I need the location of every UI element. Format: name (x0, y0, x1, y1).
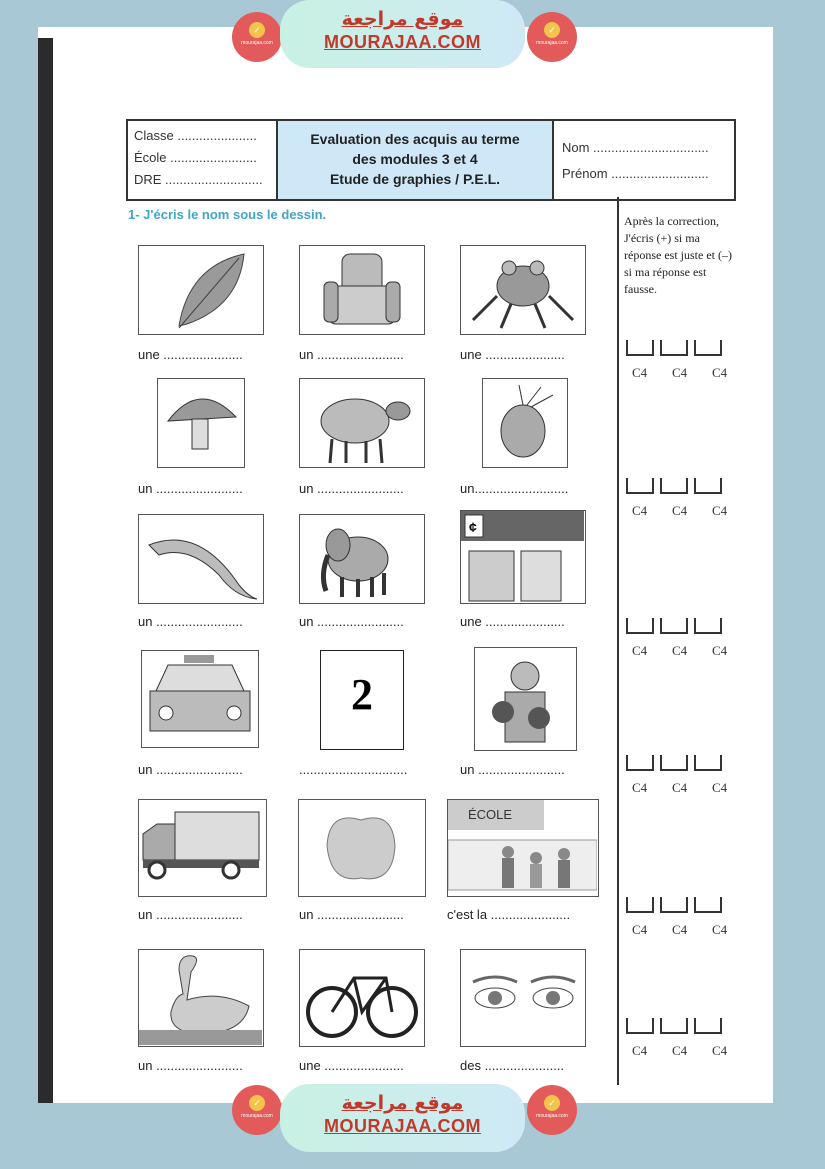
picture-truck (138, 799, 267, 897)
answer-line[interactable]: un ........................ (138, 481, 243, 496)
ecole-field: École ........................ (134, 150, 257, 165)
answer-line[interactable]: c'est la ...................... (447, 907, 571, 922)
logo-icon: ✓ (544, 1095, 560, 1111)
check-boxes[interactable]: C4 C4 C4 (626, 618, 746, 659)
banner-arabic: موقع مراجعة (341, 1092, 464, 1114)
logo-icon: ✓ (249, 1095, 265, 1111)
picture-elephant (299, 514, 425, 604)
answer-line[interactable]: une ...................... (299, 1058, 404, 1073)
pharmacy-icon (461, 511, 584, 602)
answer-line[interactable]: un ........................ (138, 762, 243, 777)
answer-line[interactable]: un ........................ (299, 907, 404, 922)
check-boxes[interactable]: C4 C4 C4 (626, 897, 746, 938)
logo-icon: ✓ (544, 22, 560, 38)
banner-latin: MOURAJAA.COM (324, 1116, 481, 1136)
answer-line[interactable]: un ........................ (299, 347, 404, 362)
boxer-icon (475, 648, 575, 749)
picture-frog (460, 245, 586, 335)
svg-text:¢: ¢ (469, 519, 477, 535)
answer-line[interactable]: .............................. (299, 762, 408, 777)
logo-icon: ✓ (249, 22, 265, 38)
dolphin-icon (139, 515, 262, 602)
armchair-icon (300, 246, 423, 333)
picture-duck (138, 949, 264, 1047)
apple-icon (299, 800, 424, 895)
elephant-icon (300, 515, 423, 602)
header-table (126, 119, 736, 201)
onion-icon (483, 379, 566, 466)
duck-icon (139, 950, 262, 1045)
picture-apple (298, 799, 426, 897)
picture-dolphin (138, 514, 264, 604)
car-icon (142, 651, 257, 746)
school-children-icon (448, 830, 597, 895)
school-sign: ÉCOLE (448, 800, 544, 830)
header-right (554, 121, 734, 199)
picture-leaf (138, 245, 264, 335)
answer-line[interactable]: un ........................ (138, 614, 243, 629)
answer-line[interactable]: un ........................ (299, 481, 404, 496)
column-divider (617, 197, 619, 1085)
bottom-banner[interactable] (280, 1084, 525, 1152)
answer-line[interactable]: un ........................ (138, 1058, 243, 1073)
check-boxes[interactable]: C4 C4 C4 (626, 340, 746, 381)
bicycle-icon (300, 950, 423, 1045)
check-boxes[interactable]: C4 C4 C4 (626, 478, 746, 519)
sheep-icon (300, 379, 423, 466)
picture-school (447, 799, 599, 897)
classe-field: Classe ...................... (134, 128, 257, 143)
eyes-icon (461, 950, 584, 1045)
picture-pharmacy (460, 510, 586, 604)
picture-mushroom (157, 378, 245, 468)
picture-sheep (299, 378, 425, 468)
check-boxes[interactable]: C4 C4 C4 (626, 1018, 746, 1059)
picture-number (320, 650, 404, 750)
answer-line[interactable]: un ........................ (460, 762, 565, 777)
answer-line[interactable]: une ...................... (460, 614, 565, 629)
picture-taxi (141, 650, 259, 748)
logo-badge-right-top: ✓ mourajaa.com (527, 12, 577, 62)
picture-boxer (474, 647, 577, 751)
logo-badge-left-bottom: ✓ mourajaa.com (232, 1085, 282, 1135)
answer-line[interactable]: un ........................ (138, 907, 243, 922)
picture-onion (482, 378, 568, 468)
header-left (128, 121, 278, 199)
question-title: 1- J'écris le nom sous le dessin. (128, 207, 327, 222)
answer-line[interactable]: une ...................... (138, 347, 243, 362)
picture-bicycle (299, 949, 425, 1047)
correction-note: Après la correction, J'écris (+) si ma réponse est juste et (–) si ma réponse est fausse. (624, 214, 732, 296)
header-title: Evaluation des acquis au terme des modules 3 et 4 Etude de graphies / P.E.L. (278, 121, 554, 199)
answer-line[interactable]: des ...................... (460, 1058, 565, 1073)
picture-eyes (460, 949, 586, 1047)
leaf-icon (139, 246, 262, 333)
frog-icon (461, 246, 584, 333)
truck-icon (139, 800, 265, 895)
answer-line[interactable]: une ...................... (460, 347, 565, 362)
banner-latin: MOURAJAA.COM (324, 32, 481, 52)
answer-line[interactable]: un.......................... (460, 481, 569, 496)
banner-arabic: موقع مراجعة (341, 8, 464, 30)
logo-badge-left-top: ✓ mourajaa.com (232, 12, 282, 62)
logo-badge-right-bottom: ✓ mourajaa.com (527, 1085, 577, 1135)
mushroom-icon (158, 379, 243, 466)
check-boxes[interactable]: C4 C4 C4 (626, 755, 746, 796)
answer-line[interactable]: un ........................ (299, 614, 404, 629)
number-two: 2 (351, 670, 373, 719)
picture-armchair (299, 245, 425, 335)
top-banner[interactable] (280, 0, 525, 68)
scan-edge (38, 38, 53, 1103)
nom-field: Nom ................................ (562, 140, 709, 155)
prenom-field: Prénom ........................... (562, 166, 709, 181)
dre-field: DRE ........................... (134, 172, 263, 187)
